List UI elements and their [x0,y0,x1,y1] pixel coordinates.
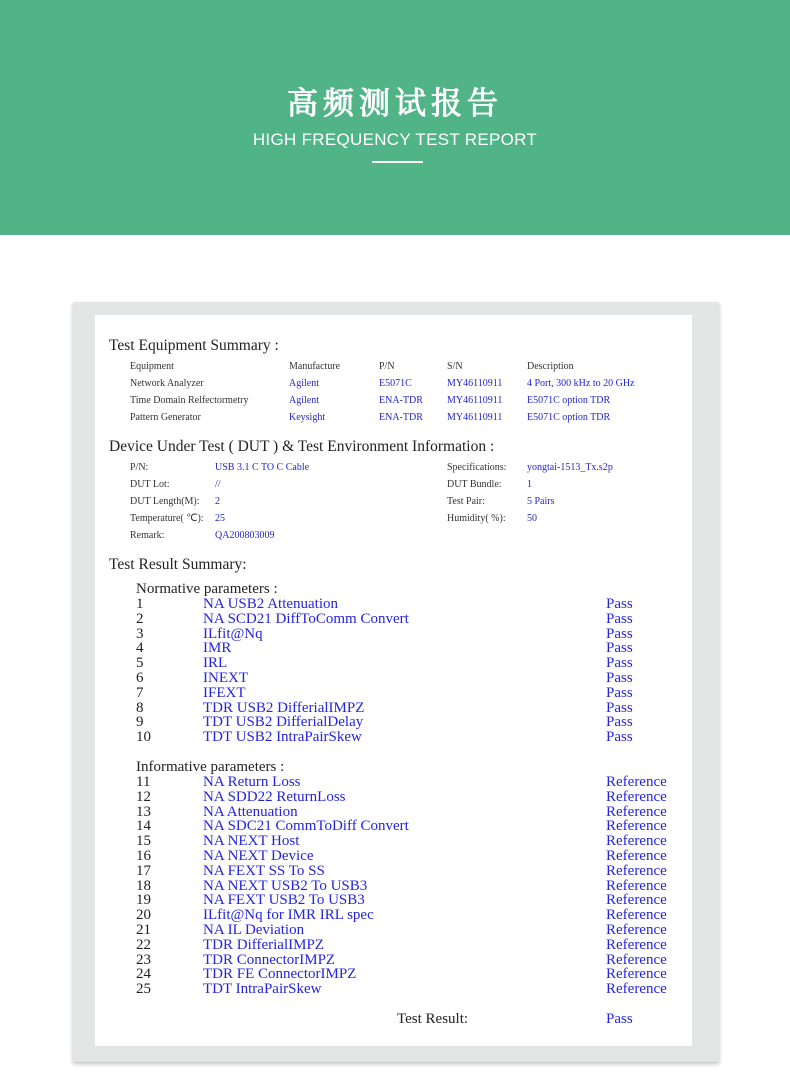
parameter-name: INEXT [203,670,248,686]
parameter-name: TDT IntraPairSkew [203,981,322,998]
row-result: Reference [606,862,667,879]
parameter-name: NA IL Deviation [203,922,305,938]
row-result: Pass [606,625,633,642]
row-result: Reference [606,848,667,864]
dut-temperature-label: Temperature( ℃): [130,513,204,524]
equipment-row-2-pn: ENA-TDR [379,395,423,406]
equipment-col-equipment: Equipment [130,361,174,372]
row-number: 25 [136,981,151,998]
equipment-row-2-sn: MY46110911 [447,395,503,406]
parameter-name: NA FEXT USB2 To USB3 [203,892,365,909]
equipment-row-1-pn: E5071C [379,378,412,389]
row-result: Pass [606,670,633,686]
row-number: 6 [136,670,144,686]
row-result: Reference [606,966,667,983]
parameter-name: TDR DifferialIMPZ [203,936,324,953]
row-number: 24 [136,966,151,983]
row-result: Reference [606,907,667,924]
parameter-name: IMR [203,640,232,657]
dut-pair-label: Test Pair: [447,496,485,507]
title-divider [372,161,423,163]
row-number: 11 [136,774,151,790]
row-number: 7 [136,684,144,701]
parameter-name: TDT USB2 IntraPairSkew [203,729,362,746]
row-number: 20 [136,907,151,924]
parameter-name: NA NEXT USB2 To USB3 [203,877,368,894]
equipment-row-1-sn: MY46110911 [447,378,503,389]
row-number: 13 [136,803,151,820]
parameter-name: NA NEXT Device [203,848,314,864]
dut-humidity-label: Humidity( %): [447,513,506,524]
equipment-col-description: Description [527,361,574,372]
dut-bundle-value: 1 [527,479,532,490]
row-number: 21 [136,922,151,938]
row-number: 3 [136,625,144,642]
header-banner [0,0,790,235]
dut-length-label: DUT Length(M): [130,496,200,507]
row-number: 22 [136,936,151,953]
equipment-row-2-description: E5071C option TDR [527,395,611,406]
row-number: 4 [136,640,144,657]
dut-humidity-value: 50 [527,513,537,524]
row-result: Reference [606,951,667,968]
row-result: Reference [606,892,667,909]
row-result: Pass [606,640,633,657]
row-result: Pass [606,596,633,612]
row-result: Reference [606,877,667,894]
row-result: Pass [606,699,633,716]
parameter-name: NA USB2 Attenuation [203,596,339,612]
dut-lot-value: // [215,479,221,490]
parameter-name: ILfit@Nq for IMR IRL spec [203,907,374,924]
parameter-name: TDT USB2 DifferialDelay [203,714,364,731]
row-result: Reference [606,818,667,835]
equipment-row-2-manufacture: Agilent [289,395,319,406]
normative-heading: Normative parameters : [136,581,278,597]
row-number: 2 [136,610,144,627]
row-result: Pass [606,729,633,746]
row-number: 10 [136,729,151,746]
row-number: 8 [136,699,144,716]
row-result: Reference [606,936,667,953]
row-result: Pass [606,610,633,627]
row-result: Pass [606,655,633,672]
equipment-heading: Test Equipment Summary : [109,337,279,354]
parameter-name: TDR USB2 DifferialIMPZ [203,699,365,716]
row-result: Pass [606,714,633,731]
parameter-name: NA SDC21 CommToDiff Convert [203,818,409,835]
dut-heading: Device Under Test ( DUT ) & Test Environment Information : [109,438,495,455]
row-number: 9 [136,714,144,731]
row-number: 1 [136,596,144,612]
parameter-name: TDR FE ConnectorIMPZ [203,966,357,983]
equipment-col-pn: P/N [379,361,395,372]
parameter-name: IRL [203,655,228,672]
equipment-row-1-name: Network Analyzer [130,378,204,389]
row-number: 17 [136,862,151,879]
equipment-col-manufacture: Manufacture [289,361,341,372]
parameter-name: NA FEXT SS To SS [203,862,325,879]
row-result: Reference [606,788,667,805]
equipment-row-3-pn: ENA-TDR [379,412,423,423]
equipment-row-3-sn: MY46110911 [447,412,503,423]
equipment-row-1-description: 4 Port, 300 kHz to 20 GHz [527,378,635,389]
row-result: Reference [606,774,667,790]
row-number: 12 [136,788,151,805]
dut-pn-value: USB 3.1 C TO C Cable [215,462,310,473]
report-title: 高频测试报告 [287,86,503,122]
dut-remark-label: Remark: [130,530,165,541]
parameter-name: NA NEXT Host [203,833,300,850]
dut-lot-label: DUT Lot: [130,479,170,490]
equipment-row-2-name: Time Domain Relfectormetry [130,395,249,406]
dut-length-value: 2 [215,496,220,507]
equipment-row-3-description: E5071C option TDR [527,412,611,423]
final-result-value: Pass [606,1011,633,1027]
dut-bundle-label: DUT Bundle: [447,479,502,490]
row-number: 23 [136,951,151,968]
parameter-name: NA Attenuation [203,803,298,820]
row-result: Reference [606,833,667,850]
dut-remark-value: QA200803009 [215,530,275,541]
row-result: Pass [606,684,633,701]
equipment-col-sn: S/N [447,361,463,372]
informative-heading: Informative parameters : [136,759,285,775]
row-number: 5 [136,655,144,672]
parameter-name: NA SDD22 ReturnLoss [203,788,346,805]
row-number: 14 [136,818,151,835]
equipment-row-3-manufacture: Keysight [289,412,326,423]
dut-spec-value: yongtai-1513_Tx.s2p [527,462,613,473]
row-number: 18 [136,877,151,894]
row-result: Reference [606,981,667,998]
parameter-name: ILfit@Nq [203,625,263,642]
dut-temperature-value: 25 [215,513,225,524]
row-result: Reference [606,922,667,938]
parameter-name: NA SCD21 DiffToComm Convert [203,610,409,627]
report-subtitle: HIGH FREQUENCY TEST REPORT [252,130,538,149]
row-number: 19 [136,892,151,909]
row-result: Reference [606,803,667,820]
dut-pair-value: 5 Pairs [527,496,555,507]
final-result-label: Test Result: [397,1011,469,1027]
dut-spec-label: Specifications: [447,462,507,473]
equipment-row-1-manufacture: Agilent [289,378,319,389]
equipment-row-3-name: Pattern Generator [130,412,201,423]
row-number: 15 [136,833,151,850]
report-card [95,315,692,1046]
parameter-name: TDR ConnectorIMPZ [203,951,336,968]
parameter-name: NA Return Loss [203,774,301,790]
parameter-name: IFEXT [203,684,246,701]
dut-pn-label: P/N: [130,462,149,473]
results-heading: Test Result Summary: [109,556,247,573]
row-number: 16 [136,848,151,864]
